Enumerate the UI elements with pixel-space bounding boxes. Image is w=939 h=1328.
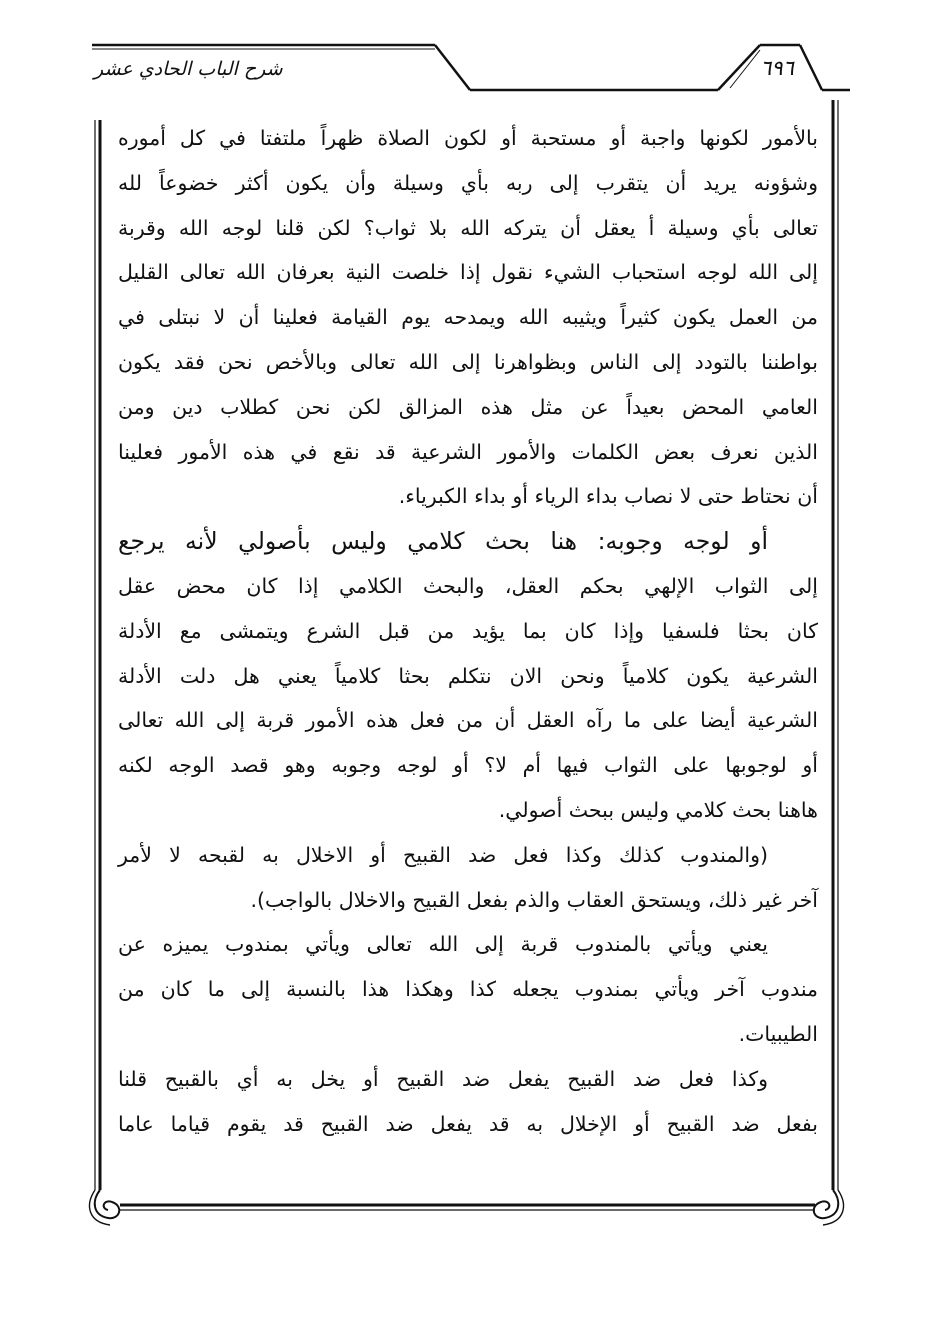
text-line: الشرعية يكون كلامياً ونحن الان نتكلم بحثا كلامياً يعني هل دلت الأدلة (118, 663, 818, 688)
page-number: ٦٩٦ (760, 56, 794, 80)
text-line: الطيبيات. (738, 1021, 818, 1046)
text-line: العامي المحض بعيداً عن مثل هذه المزالق لكن نحن كطلاب دين ومن (118, 394, 818, 419)
text-line: إلى الله لوجه استحباب الشيء نقول إذا خلصت النية بعرفان الله تعالى القليل (118, 260, 818, 285)
text-line: مندوب آخر ويأتي بمندوب يجعله كذا وهكذا هذا بالنسبة إلى ما كان من (118, 977, 818, 1002)
text-line: (والمندوب كذلك وكذا فعل ضد القبيح أو الاخلال به لقبحه لا لأمر (118, 842, 768, 867)
text-line: أو لوجوبها على الثواب فيها أم لا؟ أو لوجه وجوبه وهو قصد الوجه لكنه (118, 753, 818, 778)
text-line: هاهنا بحث كلامي وليس ببحث أصولي. (498, 797, 818, 822)
text-line: كان بحثا فلسفيا وإذا كان بما يؤيد من قبل الشرع ويتمشى مع الأدلة (118, 618, 818, 643)
corner-ornament-icon (90, 1190, 120, 1225)
corner-ornament-icon (814, 1190, 844, 1225)
text-line: أو لوجه وجوبه: هنا بحث كلامي وليس بأصولي لأنه يرجع (118, 527, 768, 556)
text-line: آخر غير ذلك، ويستحق العقاب والذم بفعل القبيح والاخلال بالواجب). (250, 887, 818, 912)
text-line: من العمل يكون كثيراً ويثيبه الله ويمدحه يوم القيامة فعلينا أن لا نبتلى في (118, 305, 818, 330)
running-title: شرح الباب الحادي عشر (94, 58, 283, 80)
text-line: بفعل ضد القبيح أو الإخلال به قد يفعل ضد القبيح قد يقوم قياما عاما (118, 1111, 818, 1136)
text-line: تعالى بأي وسيلة أ يعقل أن يتركه الله بلا ثواب؟ لكن قلنا لوجه الله وقربة (118, 215, 818, 240)
text-line: بواطننا بالتودد إلى الناس وبظواهرنا إلى الله تعالى وبالأخص نحن فقد يكون (118, 349, 818, 374)
text-line: بالأمور لكونها واجبة أو مستحبة أو لكون الصلاة ظهراً ملتفتا في كل أموره (118, 126, 818, 150)
text-line: الذين نعرف بعض الكلمات والأمور الشرعية قد نقع في هذه الأمور فعلينا (118, 439, 818, 464)
text-line: وكذا فعل ضد القبيح يفعل ضد القبيح أو يخل به أي بالقبيح قلنا (118, 1066, 768, 1091)
text-line: إلى الثواب الإلهي بحكم العقل، والبحث الكلامي إذا كان محض عقل (118, 573, 818, 598)
page-body-text (118, 116, 818, 1146)
text-line: الشرعية أيضا على ما رآه العقل أن من فعل هذه الأمور قربة إلى الله تعالى (118, 708, 818, 733)
text-line: يعني ويأتي بالمندوب قربة إلى الله تعالى ويأتي بمندوب يميزه عن (118, 932, 768, 957)
text-line: وشؤونه يريد أن يتقرب إلى ربه بأي وسيلة وأن يكون أكثر خضوعاً لله (118, 170, 818, 195)
text-line: أن نحتاط حتى لا نصاب بداء الرياء أو بداء الكبرياء. (398, 484, 818, 509)
